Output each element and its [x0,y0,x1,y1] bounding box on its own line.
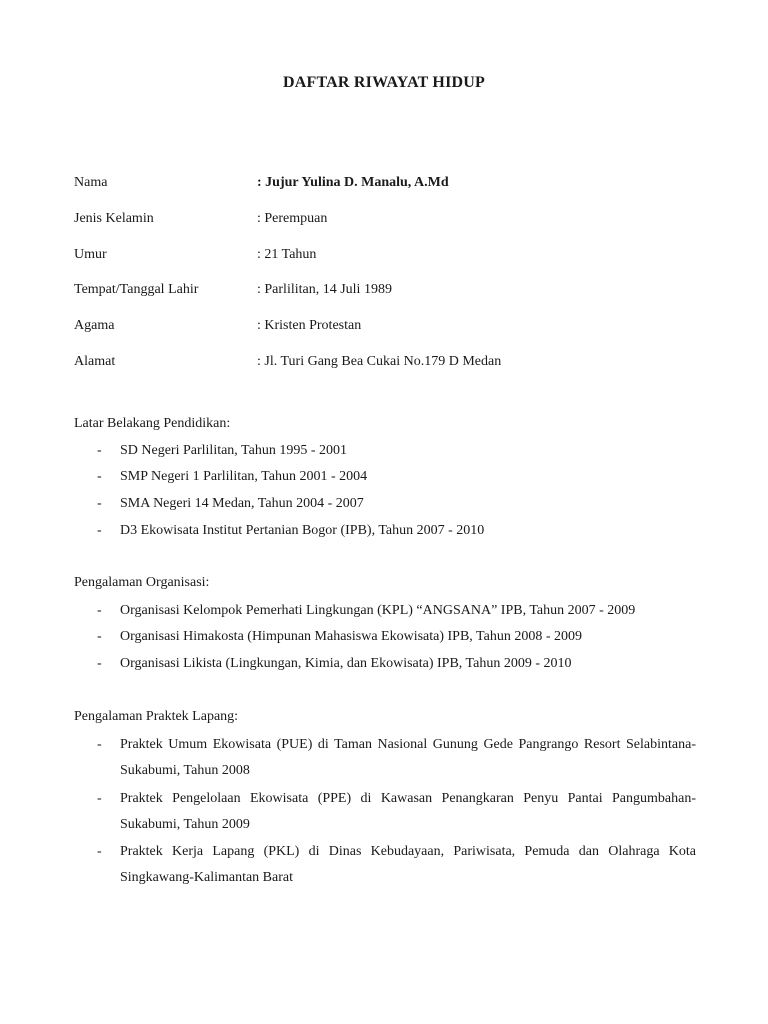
field-tempat-tanggal-lahir [74,279,714,301]
field-nama [74,172,714,194]
practice-heading: Pengalaman Praktek Lapang: [74,709,239,724]
bullet-dash: - [97,791,102,806]
education-heading: Latar Belakang Pendidikan: [74,416,231,431]
field-alamat [74,351,714,373]
bullet-dash: - [97,496,102,511]
list-item-text: SMA Negeri 14 Medan, Tahun 2004 - 2007 [120,496,364,511]
bullet-dash: - [97,523,102,538]
organization-heading: Pengalaman Organisasi: [74,575,210,590]
list-item-text: SD Negeri Parlilitan, Tahun 1995 - 2001 [120,443,348,458]
field-umur [74,244,714,266]
field-label: Jenis Kelamin [74,211,154,226]
bullet-dash: - [97,603,102,618]
list-item-text: Praktek Kerja Lapang (PKL) di Dinas Kebudayaan, Pariwisata, Pemuda dan Olahraga Kota Singkawang-Kalimantan Barat [120,844,696,885]
bullet-dash: - [97,737,102,752]
document-title: DAFTAR RIWAYAT HIDUP [283,74,485,91]
list-item-text: Organisasi Kelompok Pemerhati Lingkungan (KPL) “ANGSANA” IPB, Tahun 2007 - 2009 [120,603,636,618]
field-label: Agama [74,318,115,333]
field-value: : 21 Tahun [257,247,317,262]
list-item-text: Organisasi Likista (Lingkungan, Kimia, dan Ekowisata) IPB, Tahun 2009 - 2010 [120,656,572,671]
bullet-dash: - [97,629,102,644]
bullet-dash: - [97,656,102,671]
field-agama [74,315,714,337]
list-item-text: Praktek Umum Ekowisata (PUE) di Taman Nasional Gunung Gede Pangrango Resort Selabintana-Sukabumi, Tahun 2008 [120,737,696,778]
bullet-dash: - [97,469,102,484]
field-value: : Perempuan [257,211,328,226]
field-value: : Parlilitan, 14 Juli 1989 [257,282,392,297]
bullet-dash: - [97,844,102,859]
field-value: : Kristen Protestan [257,318,362,333]
list-item-text: Praktek Pengelolaan Ekowisata (PPE) di Kawasan Penangkaran Penyu Pantai Pangumbahan-Sukabumi, Tahun 2009 [120,791,696,832]
list-item-text: Organisasi Himakosta (Himpunan Mahasiswa Ekowisata) IPB, Tahun 2008 - 2009 [120,629,582,644]
list-item-text: D3 Ekowisata Institut Pertanian Bogor (IPB), Tahun 2007 - 2010 [120,523,485,538]
field-label: Tempat/Tanggal Lahir [74,282,199,297]
field-label: Alamat [74,354,116,369]
field-value: : Jl. Turi Gang Bea Cukai No.179 D Medan [257,354,502,369]
list-item-text: SMP Negeri 1 Parlilitan, Tahun 2001 - 2004 [120,469,368,484]
field-value: : Jujur Yulina D. Manalu, A.Md [257,175,449,190]
field-label: Umur [74,247,107,262]
field-jenis-kelamin [74,208,714,230]
bullet-dash: - [97,443,102,458]
field-label: Nama [74,175,108,190]
